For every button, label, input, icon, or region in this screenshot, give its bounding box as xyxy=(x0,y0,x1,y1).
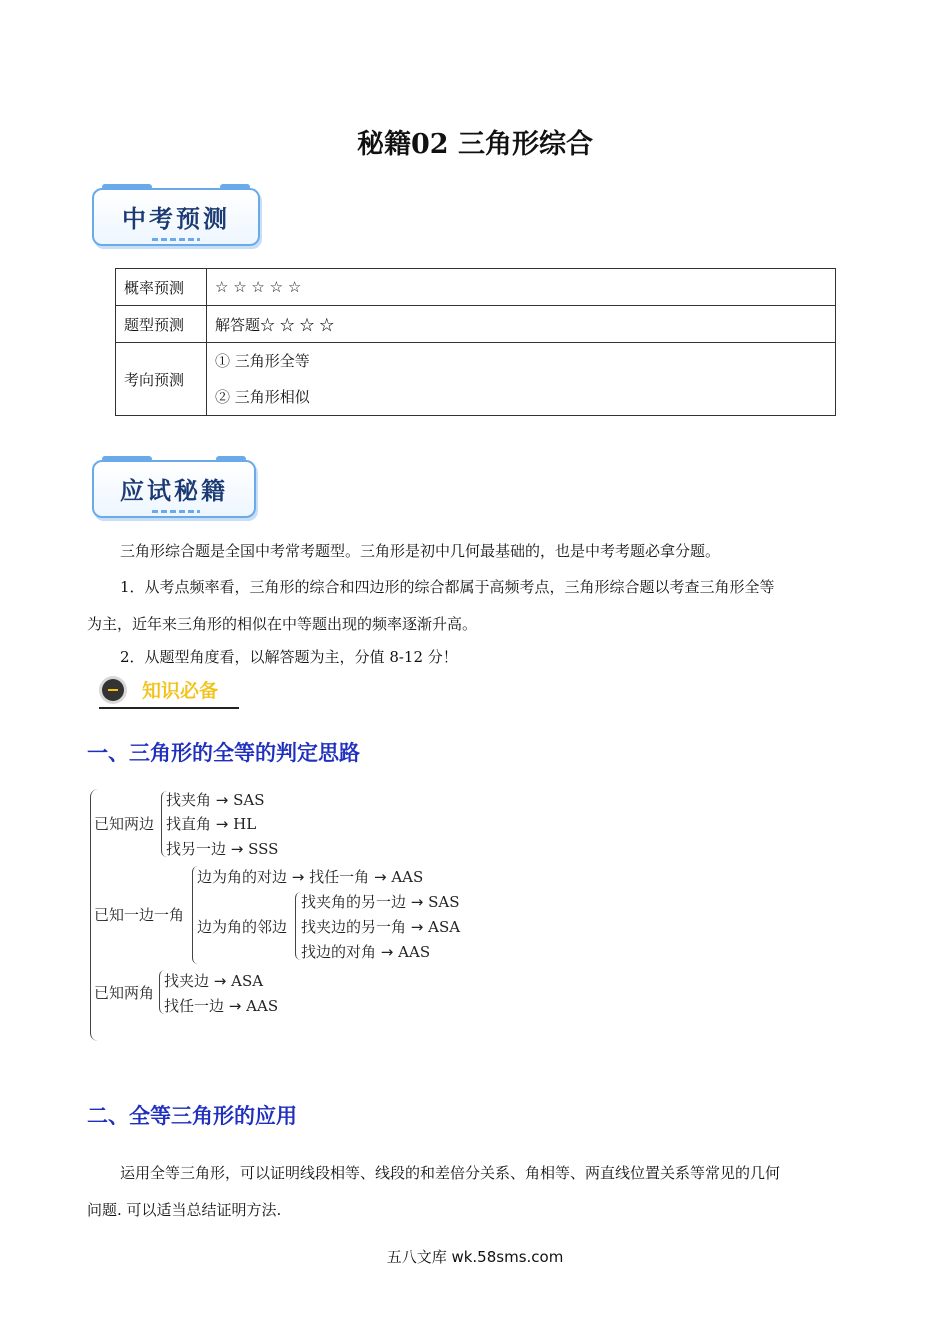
tree-node: 已知一边一角 xyxy=(94,906,185,924)
badge-label: 中考预测 xyxy=(122,205,230,233)
tree-leaf: 找边的对角 → AAS xyxy=(301,943,431,961)
tree-leaf: 边为角的对边 → 找任一角 → AAS xyxy=(197,868,424,886)
intro-paragraph: 2．从题型角度看，以解答题为主，分值 8-12 分！ xyxy=(120,648,458,666)
intro-paragraph: 1．从考点频率看，三角形的综合和四边形的综合都属于高频考点，三角形综合题以考查三角形全等 xyxy=(120,578,775,596)
body-paragraph: 运用全等三角形，可以证明线段相等、线段的和差倍分关系、角相等、两直线位置关系等常见的几何 xyxy=(120,1164,781,1182)
footer-watermark: 五八文库 wk.58sms.com xyxy=(386,1248,564,1266)
intro-paragraph: 为主，近年来三角形的相似在中等题出现的频率逐渐升高。 xyxy=(87,615,478,633)
section-heading: 一、三角形的全等的判定思路 xyxy=(87,741,360,765)
section-heading: 二、全等三角形的应用 xyxy=(87,1104,297,1128)
body-paragraph: 问题. 可以适当总结证明方法. xyxy=(87,1201,282,1219)
tree-leaf: 找夹边 → ASA xyxy=(164,972,264,990)
table-cell-label: 题型预测 xyxy=(116,306,207,343)
tree-leaf: 找夹角的另一边 → SAS xyxy=(301,893,460,911)
tree-leaf: 找直角 → HL xyxy=(166,815,257,833)
direction-item: ① 三角形全等 xyxy=(215,352,310,370)
tree-leaf: 找夹角 → SAS xyxy=(166,791,265,809)
table-cell-label: 考向预测 xyxy=(116,343,207,416)
tree-node: 边为角的邻边 xyxy=(197,918,288,936)
tree-leaf: 找任一边 → AAS xyxy=(164,997,279,1015)
tree-node: 已知两角 xyxy=(94,984,155,1002)
tree-leaf: 找夹边的另一角 → ASA xyxy=(301,918,461,936)
table-cell-value: ☆ ☆ ☆ ☆ ☆ xyxy=(207,269,836,306)
tree-leaf: 找另一边 → SSS xyxy=(166,840,279,858)
badge-label: 应试秘籍 xyxy=(120,477,228,505)
knowledge-label: 知识必备 xyxy=(142,680,219,702)
page-title: 秘籍02 三角形综合 xyxy=(357,129,593,160)
table-cell-label: 概率预测 xyxy=(116,269,207,306)
intro-paragraph: 三角形综合题是全国中考常考题型。三角形是初中几何最基础的，也是中考考题必拿分题。 xyxy=(120,542,721,560)
tree-node: 已知两边 xyxy=(94,815,155,833)
table-cell-value: 解答题☆ ☆ ☆ ☆ xyxy=(207,306,836,343)
direction-item: ② 三角形相似 xyxy=(215,388,310,406)
